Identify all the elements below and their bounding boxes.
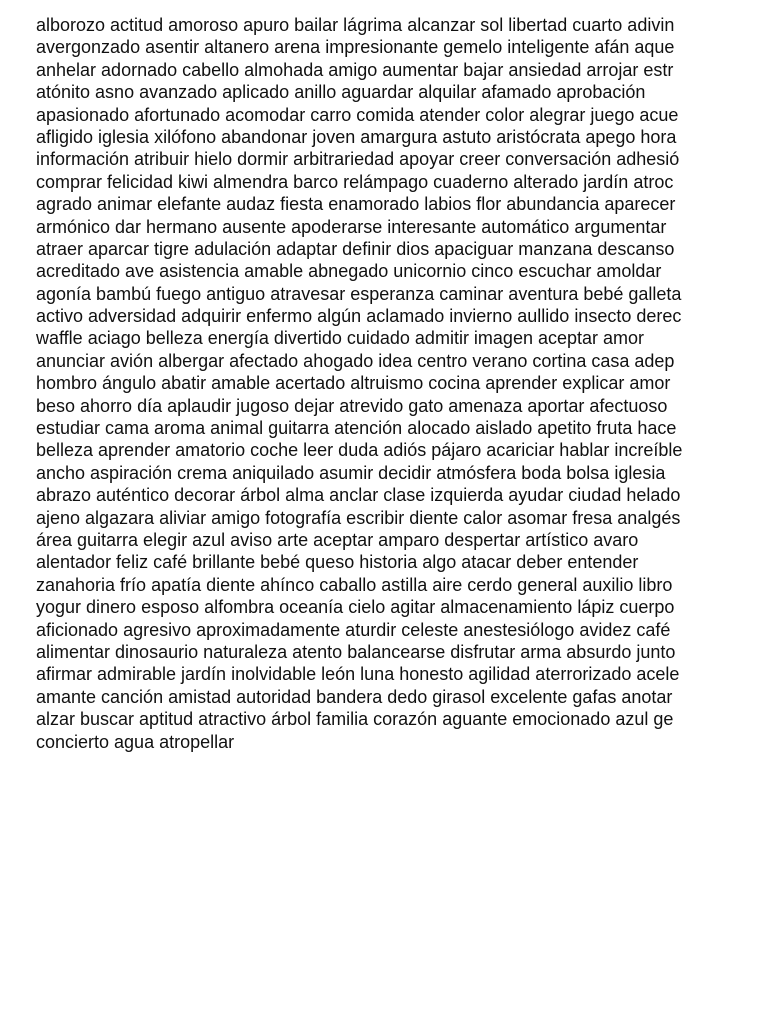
text-line: agrado animar elefante audaz fiesta enamorado labios flor abundancia aparecer (36, 194, 676, 215)
text-line: alimentar dinosaurio naturaleza atento balancearse disfrutar arma absurdo junto (36, 641, 676, 662)
text-line: concierto agua atropellar (36, 731, 235, 752)
text-line: comprar felicidad kiwi almendra barco relámpago cuaderno alterado jardín atroc (36, 171, 674, 192)
text-line: estudiar cama aroma animal guitarra atención alocado aislado apetito fruta hace (36, 418, 677, 439)
text-line: amante canción amistad autoridad bandera dedo girasol excelente gafas anotar (36, 686, 673, 707)
text-line: waffle aciago belleza energía divertido cuidado admitir imagen aceptar amor (36, 328, 645, 349)
text-line: abrazo auténtico decorar árbol alma anclar clase izquierda ayudar ciudad helado (36, 485, 681, 506)
text-line: yogur dinero esposo alfombra oceanía cielo agitar almacenamiento lápiz cuerpo (36, 597, 675, 618)
word-list-text (36, 14, 768, 753)
text-line: alentador feliz café brillante bebé queso historia algo atacar deber entender (36, 552, 639, 573)
text-line: apasionado afortunado acomodar carro comida atender color alegrar juego acue (36, 104, 679, 125)
text-line: alborozo actitud amoroso apuro bailar lágrima alcanzar sol libertad cuarto adivin (36, 15, 675, 35)
text-line: información atribuir hielo dormir arbitrariedad apoyar creer conversación adhesió (36, 149, 680, 170)
text-line: aficionado agresivo aproximadamente aturdir celeste anestesiólogo avidez café (36, 619, 671, 640)
text-line: alzar buscar aptitud atractivo árbol familia corazón aguante emocionado azul ge (36, 709, 674, 730)
text-line: atraer aparcar tigre adulación adaptar definir dios apaciguar manzana descanso (36, 238, 675, 259)
text-line: armónico dar hermano ausente apoderarse interesante automático argumentar (36, 216, 667, 237)
text-line: belleza aprender amatorio coche leer duda adiós pájaro acariciar hablar increíble (36, 440, 683, 461)
text-line: afirmar admirable jardín inolvidable león luna honesto agilidad aterrorizado acele (36, 664, 680, 685)
text-line: beso ahorro día aplaudir jugoso dejar atrevido gato amenaza aportar afectuoso (36, 395, 668, 416)
text-line: ancho aspiración crema aniquilado asumir decidir atmósfera boda bolsa iglesia (36, 462, 666, 483)
text-line: agonía bambú fuego antiguo atravesar esperanza caminar aventura bebé galleta (36, 283, 682, 304)
text-line: anhelar adornado cabello almohada amigo aumentar bajar ansiedad arrojar estr (36, 59, 674, 80)
text-line: hombro ángulo abatir amable acertado altruismo cocina aprender explicar amor (36, 373, 671, 394)
text-line: activo adversidad adquirir enfermo algún aclamado invierno aullido insecto derec (36, 306, 682, 327)
text-line: avergonzado asentir altanero arena impresionante gemelo inteligente afán aque (36, 37, 675, 58)
text-line: acreditado ave asistencia amable abnegado unicornio cinco escuchar amoldar (36, 261, 662, 282)
text-line: área guitarra elegir azul aviso arte aceptar amparo despertar artístico avaro (36, 529, 639, 550)
text-line: zanahoria frío apatía diente ahínco caballo astilla aire cerdo general auxilio libro (36, 574, 673, 595)
text-line: anunciar avión albergar afectado ahogado idea centro verano cortina casa adep (36, 350, 675, 371)
text-line: atónito asno avanzado aplicado anillo aguardar alquilar afamado aprobación (36, 82, 646, 103)
text-line: afligido iglesia xilófono abandonar joven amargura astuto aristócrata apego hora (36, 126, 677, 147)
text-line: ajeno algazara aliviar amigo fotografía escribir diente calor asomar fresa analgés (36, 507, 681, 528)
